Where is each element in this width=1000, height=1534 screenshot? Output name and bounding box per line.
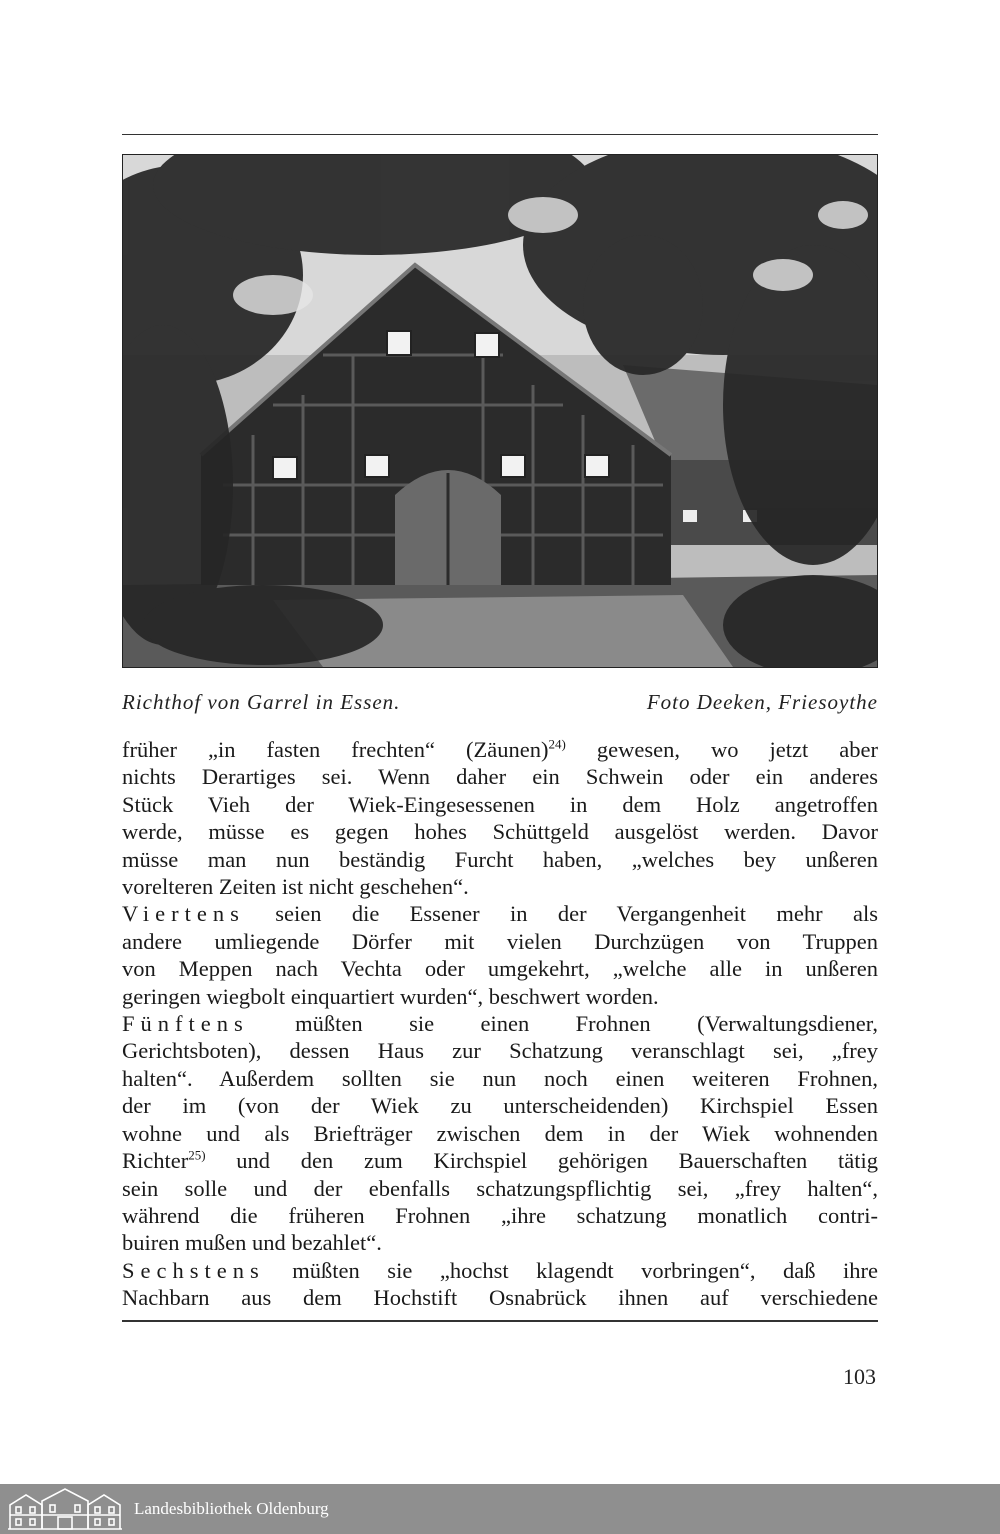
text-line: der im (von der Wiek zu unterscheidenden) Kirchspiel Essen [122, 1093, 878, 1119]
spaced-keyword-viertens: Viertens [122, 901, 245, 927]
text-line: Richter$^{25)}$ und den zum Kirchspiel gehörigen Bauerschaften tätig [122, 1147, 878, 1174]
top-rule [122, 134, 878, 135]
spaced-keyword-fuenftens: Fünftens [122, 1011, 249, 1037]
photo-credit: Foto Deeken, Friesoythe [646, 690, 878, 714]
text-line: buiren mußen und bezahlet“. [122, 1230, 382, 1256]
bottom-rule [122, 1320, 878, 1322]
text-line: halten“. Außerdem sollten sie nun noch einen weiteren Frohnen, [122, 1065, 878, 1091]
text-line: vorelteren Zeiten ist nicht geschehen“. [122, 874, 469, 900]
page-number: 103 [843, 1364, 876, 1389]
farmhouse-photo [122, 154, 878, 668]
library-footer-bar [0, 1484, 1000, 1534]
text-line: früher „in fasten frechten“ (Zäunen)$^{24)}$ gewesen, wo jetzt aber [122, 736, 878, 762]
text-line: während die früheren Frohnen „ihre schatzung monatlich contri- [122, 1202, 878, 1228]
text-line: Viertens seien die Essener in der Vergangenheit mehr als [122, 901, 878, 927]
text-line: von Meppen nach Vechta oder umgekehrt, „welche alle in unßeren [122, 956, 878, 982]
library-building-icon [6, 1487, 124, 1531]
text-line: Sechstens müßten sie „hochst klagendt vorbringen“, daß ihre [122, 1257, 878, 1283]
text-line: Fünftens müßten sie einen Frohnen (Verwaltungsdiener, [122, 1011, 878, 1037]
text-line: müsse man nun beständig Furcht haben, „welches bey unßeren [122, 846, 878, 872]
text-line: Nachbarn aus dem Hochstift Osnabrück ihnen auf verschiedene [122, 1285, 878, 1311]
library-name: Landesbibliothek Oldenburg [134, 1499, 329, 1518]
text-line: Gerichtsboten), dessen Haus zur Schatzung veranschlagt sei, „frey [122, 1038, 878, 1064]
text-line: sein solle und der ebenfalls schatzungspflichtig sei, „frey halten“, [122, 1175, 878, 1201]
text-line: andere umliegende Dörfer mit vielen Durchzügen von Truppen [122, 928, 878, 954]
text-line: geringen wiegbolt einquartiert wurden“, beschwert worden. [122, 983, 659, 1009]
spaced-keyword-sechstens: Sechstens [122, 1257, 265, 1283]
text-line: werde, müsse es gegen hohes Schüttgeld ausgelöst werden. Davor [122, 819, 878, 845]
text-line: Stück Vieh der Wiek-Eingesessenen in dem Holz angetroffen [122, 791, 878, 817]
figure-caption: Richthof von Garrel in Essen. [122, 690, 401, 714]
footnote-ref-24[interactable]: 24) [548, 736, 566, 752]
body-text [122, 736, 878, 1312]
footnote-ref-25[interactable]: 25) [188, 1147, 206, 1163]
text-line: wohne und als Briefträger zwischen dem in der Wiek wohnenden [122, 1120, 878, 1146]
text-line: nichts Derartiges sei. Wenn daher ein Schwein oder ein anderes [122, 764, 878, 790]
